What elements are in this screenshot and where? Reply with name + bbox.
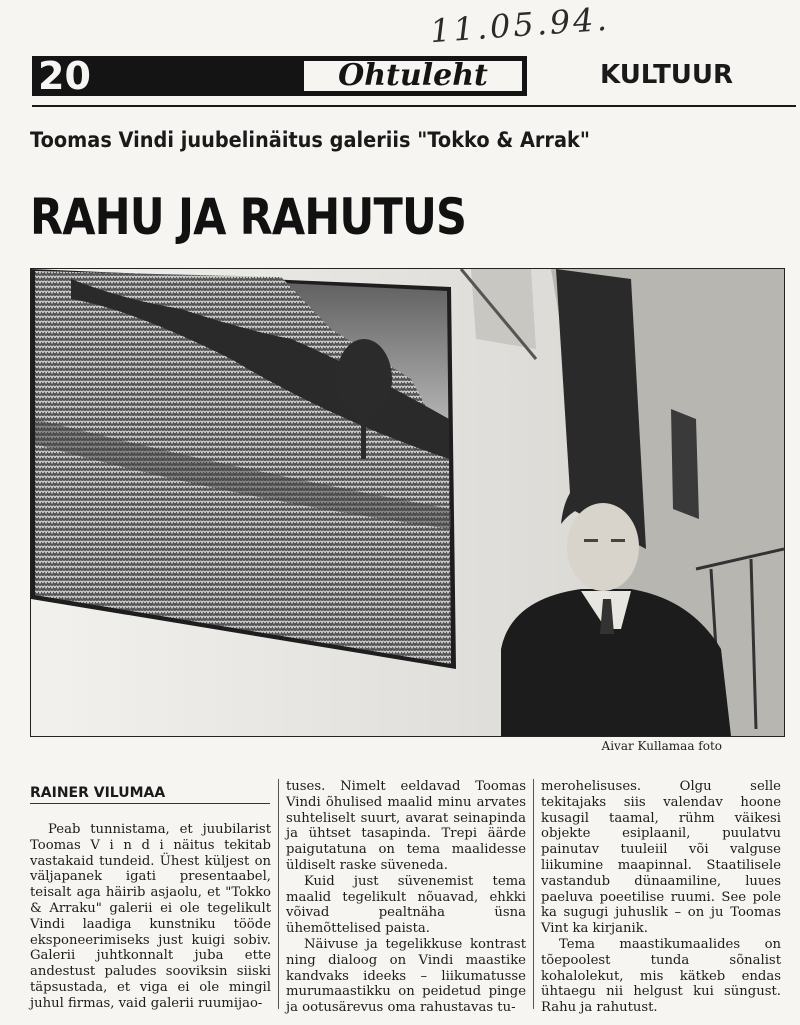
byline: RAINER VILUMAA xyxy=(30,785,166,801)
article-column-3 xyxy=(541,779,781,1016)
article-photo xyxy=(30,268,785,737)
paragraph: tuses. Nimelt eeldavad Toomas Vindi õhulised maalid minu arvates suhteliselt suurt, avarat seinapinda ja ühtset tasapinda. Trepi äärde paigutatuna on tema maalidesse üldiselt raske süveneda. xyxy=(286,779,526,873)
logo-text: Õhtuleht xyxy=(338,58,488,93)
article-headline: RAHU JA RAHUTUS xyxy=(30,188,467,246)
section-label: KULTUUR xyxy=(600,60,734,90)
article-subtitle: Toomas Vindi juubelinäitus galeriis "Tokko & Arrak" xyxy=(30,128,590,152)
photo-illustration xyxy=(31,269,784,736)
column-divider xyxy=(278,779,279,1009)
page-number: 20 xyxy=(38,54,91,98)
paragraph: Kuid just süvenemist tema maalid tegelikult nõuavad, ehkki võivad pealtnäha üsna ühemõttelised paista. xyxy=(286,873,526,937)
paragraph: merohelisuses. Olgu selle tekitajaks siis valendav hoone kusagil taamal, rühm väikesi objekte esiplaanil, puulatvu painutav tuuleiil või valguse liikumine maapinnal. Staatilisele vastandub dünaamiline, luues paeluva poeetilise ruumi. See pole ka sugugi juhuslik – on ju Toomas Vint ka kirjanik. xyxy=(541,779,781,937)
photo-caption: Aivar Kullamaa foto xyxy=(601,739,722,753)
paragraph: Näivuse ja tegelikkuse kontrast ning dialoog on Vindi maastike kandvaks ideeks – liikumatusse murumaastikku on peidetud pinge ja ootusärevus oma rahustavas tu- xyxy=(286,936,526,1016)
newspaper-logo xyxy=(302,59,524,93)
byline-rule xyxy=(30,803,270,804)
handwritten-date: 11.05.94. xyxy=(428,0,611,51)
article-column-2 xyxy=(286,779,526,1016)
paragraph: Tema maastikumaalides on tõepoolest tunda sõnalist kohalolekut, mis kätkeb endas ühtaegu nii helgust kui süngust. Rahu ja rahutust. xyxy=(541,936,781,1016)
column-divider xyxy=(533,779,534,1009)
paragraph: Peab tunnistama, et juubilarist Toomas V i n d i näitus tekitab vastakaid tundeid. Ühest küljest on väljapanek igati presentaabel, teisalt aga häirib asjaolu, et "Tokko & Arraku" galerii ei ole tegelikult Vindi laadiga kunstniku tööde eksponeerimiseks just kuigi sobiv. Galerii juhtkonnalt juba ette andestust paludes sooviksin siiski täpsustada, et viga ei ole mingil juhul firmas, vaid galerii ruumijao- xyxy=(30,822,271,1011)
header-rule xyxy=(32,105,796,107)
article-column-1 xyxy=(30,822,271,1012)
